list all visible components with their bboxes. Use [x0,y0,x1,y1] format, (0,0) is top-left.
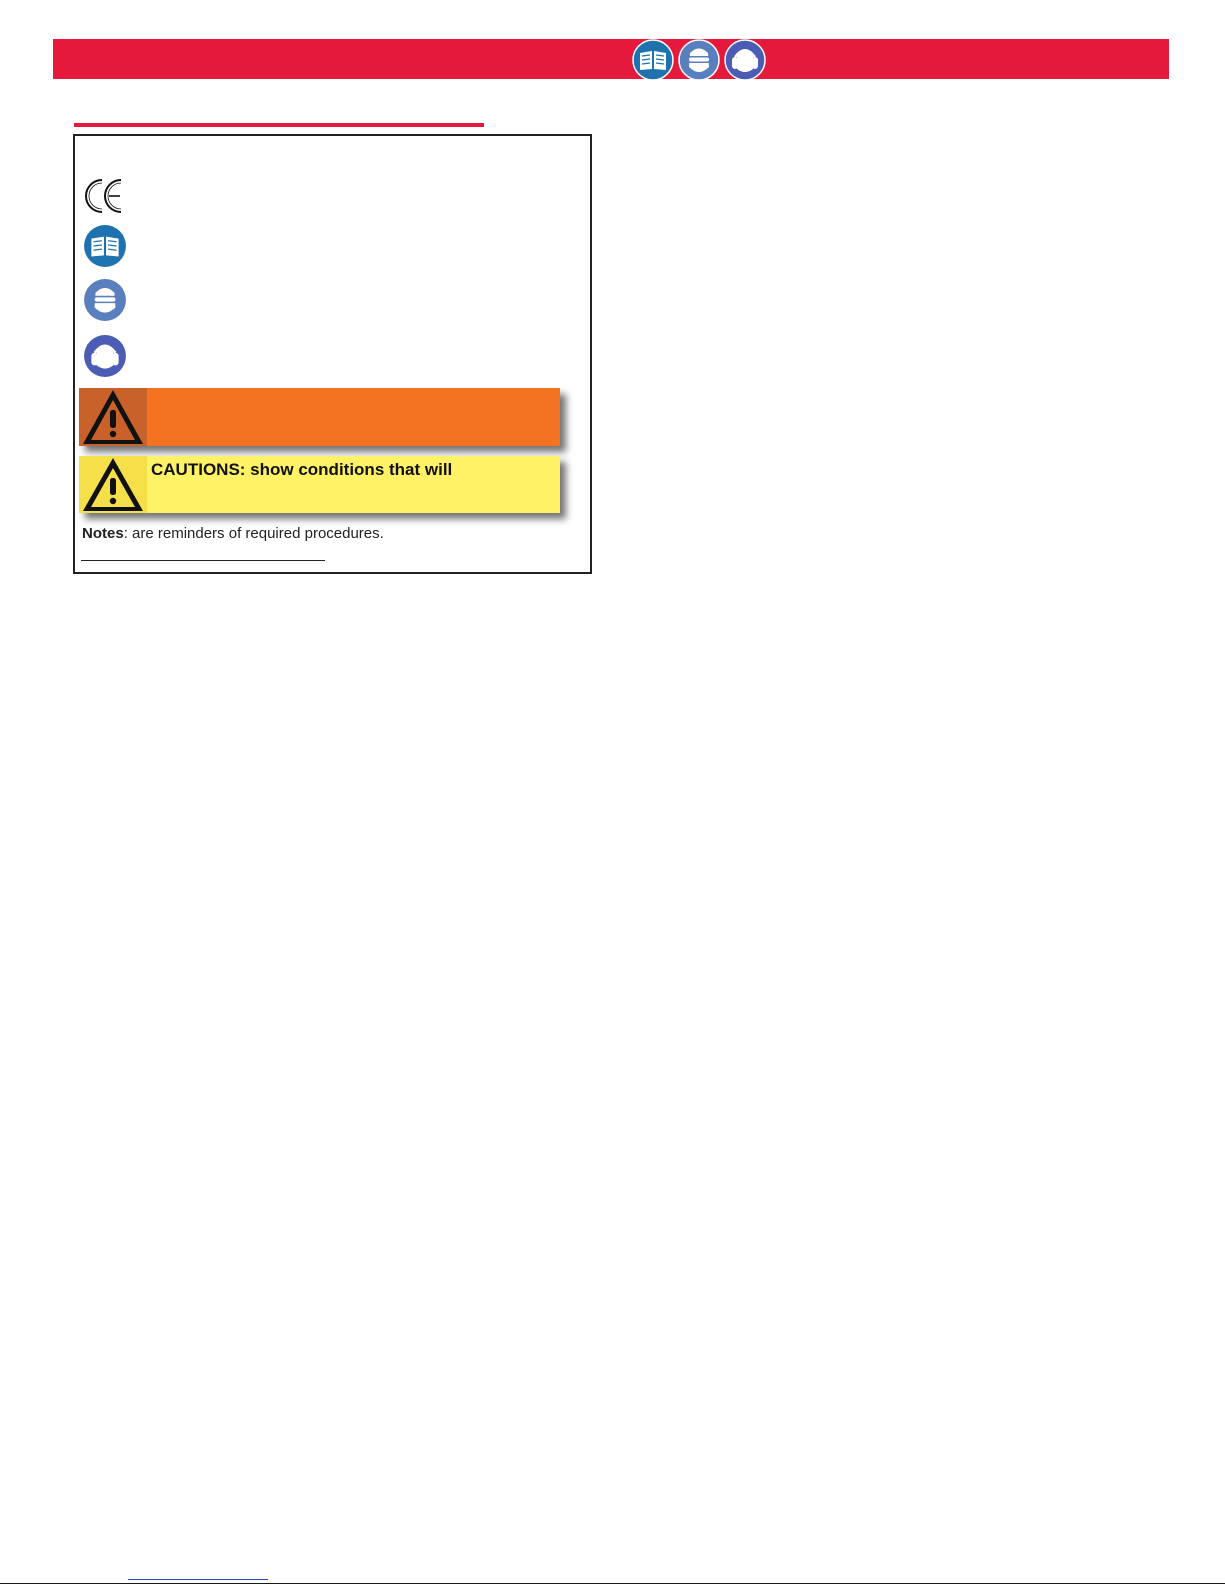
notes-text: : are reminders of required procedures. [123,525,384,541]
caution-triangle-icon [79,456,147,513]
warning-triangle-icon [79,388,147,446]
ce-mark-icon [83,176,125,216]
header-bar [53,39,1169,79]
notes-label: Notes [82,525,124,541]
caution-band [79,456,560,513]
caution-text: CAUTIONS: show conditions that will [151,460,453,479]
symbols-box [73,134,592,574]
notes-rule [81,560,325,561]
footer-rule [0,1583,1225,1584]
notes-line [82,524,384,541]
read-manual-icon [83,224,127,268]
footer-link-underline [128,1579,268,1580]
section-rule [74,123,484,127]
warning-band [79,388,560,446]
safety-goggles-icon [678,39,720,81]
ear-protection-icon [724,39,766,81]
ear-protection-icon [83,334,127,378]
safety-goggles-icon [83,278,127,322]
header-icons [632,39,766,81]
read-manual-icon [632,39,674,81]
